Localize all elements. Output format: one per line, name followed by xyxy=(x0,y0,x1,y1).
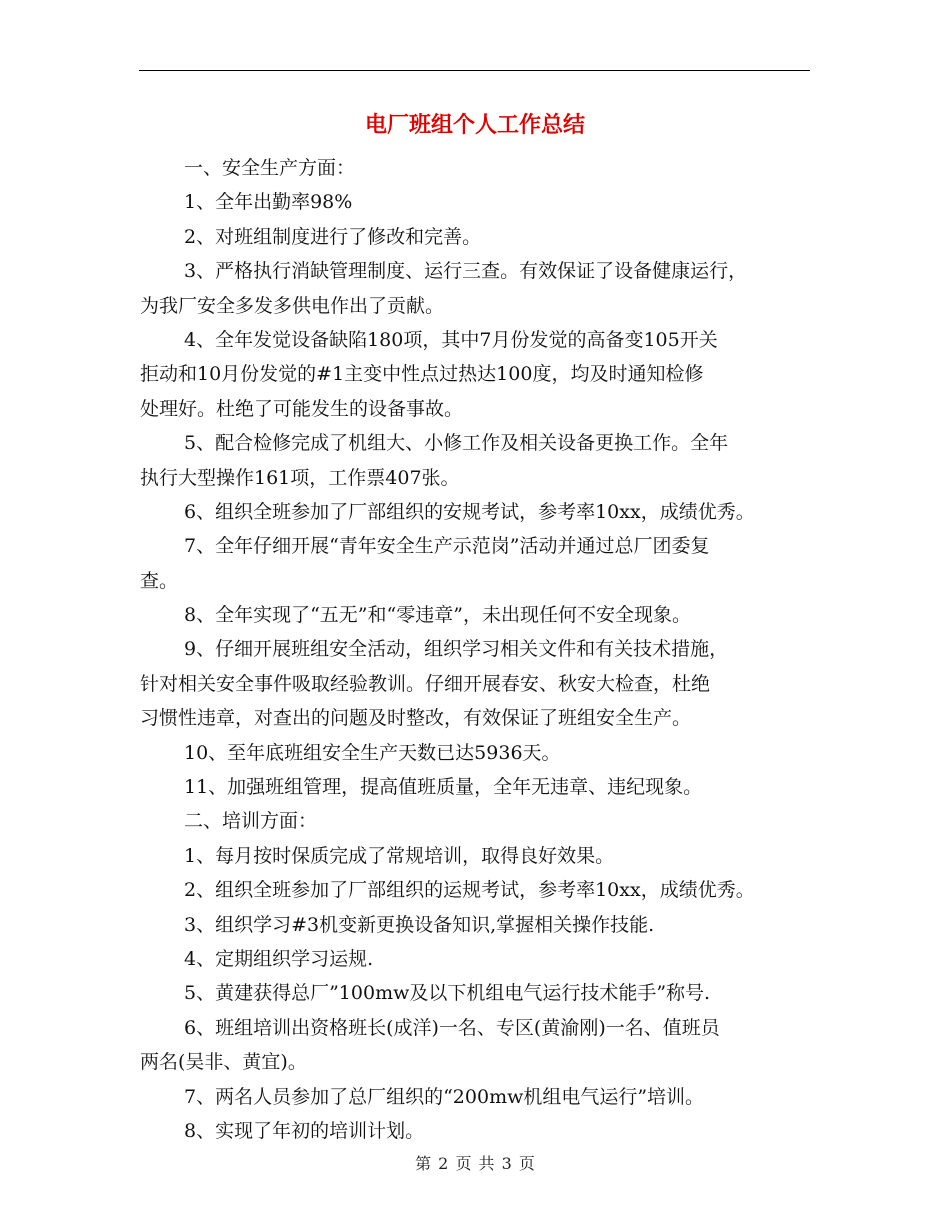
text-line: 1、每月按时保质完成了常规培训，取得良好效果。 xyxy=(184,844,615,867)
text-line: 4、全年发觉设备缺陷180项，其中7月份发觉的高备变105开关 xyxy=(184,328,718,351)
text-line: 二、培训方面： xyxy=(184,810,318,833)
text-line: 8、全年实现了“五无”和“零违章”，未出现任何不安全现象。 xyxy=(184,604,691,627)
text-line: 4、定期组织学习运规. xyxy=(184,947,374,970)
text-line: 2、对班组制度进行了修改和完善。 xyxy=(184,225,482,248)
text-line: 6、组织全班参加了厂部组织的安规考试，参考率10xx，成绩优秀。 xyxy=(184,500,755,523)
document-body xyxy=(140,151,812,1148)
text-line: 为我厂安全多发多供电作出了贡献。 xyxy=(140,294,445,317)
page-footer: 第 2 页 共 3 页 xyxy=(415,1154,535,1173)
text-line: 拒动和10月份发觉的#1主变中性点过热达100度，均及时通知检修 xyxy=(140,363,704,386)
text-line: 针对相关安全事件吸取经验教训。仔细开展春安、秋安大检查，杜绝 xyxy=(140,672,711,695)
text-line: 7、全年仔细开展“青年安全生产示范岗”活动并通过总厂团委复 xyxy=(184,535,710,558)
document-title: 电厂班组个人工作总结 xyxy=(364,113,585,138)
text-line: 3、组织学习#3机变新更换设备知识,掌握相关操作技能. xyxy=(184,913,655,936)
text-line: 查。 xyxy=(140,569,179,592)
text-line: 执行大型操作161项，工作票407张。 xyxy=(140,466,460,489)
text-line: 8、实现了年初的培训计划。 xyxy=(184,1119,425,1142)
text-line: 一、安全生产方面： xyxy=(184,157,356,179)
text-line: 处理好。杜绝了可能发生的设备事故。 xyxy=(140,397,464,420)
text-line: 6、班组培训出资格班长(成洋)一名、专区(黄渝刚)一名、值班员 xyxy=(184,1016,720,1039)
text-line: 2、组织全班参加了厂部组织的运规考试，参考率10xx，成绩优秀。 xyxy=(184,879,755,902)
text-line: 11、加强班组管理，提高值班质量，全年无违章、违纪现象。 xyxy=(184,776,703,799)
text-line: 7、两名人员参加了总厂组织的“200mw机组电气运行”培训。 xyxy=(184,1085,705,1108)
text-line: 1、全年出勤率98% xyxy=(184,191,353,214)
text-line: 10、至年底班组安全生产天数已达5936天。 xyxy=(184,741,561,764)
text-line: 两名(吴非、黄宜)。 xyxy=(140,1051,307,1074)
header-rule xyxy=(139,70,810,71)
text-line: 5、配合检修完成了机组大、小修工作及相关设备更换工作。全年 xyxy=(184,432,729,455)
text-line: 3、严格执行消缺管理制度、运行三查。有效保证了设备健康运行， xyxy=(184,260,748,283)
text-line: 习惯性违章，对查出的问题及时整改，有效保证了班组安全生产。 xyxy=(140,707,692,730)
text-line: 5、黄建获得总厂”100mw及以下机组电气运行技术能手”称号. xyxy=(184,982,711,1005)
text-line: 9、仔细开展班组安全活动，组织学习相关文件和有关技术措施， xyxy=(184,638,729,661)
